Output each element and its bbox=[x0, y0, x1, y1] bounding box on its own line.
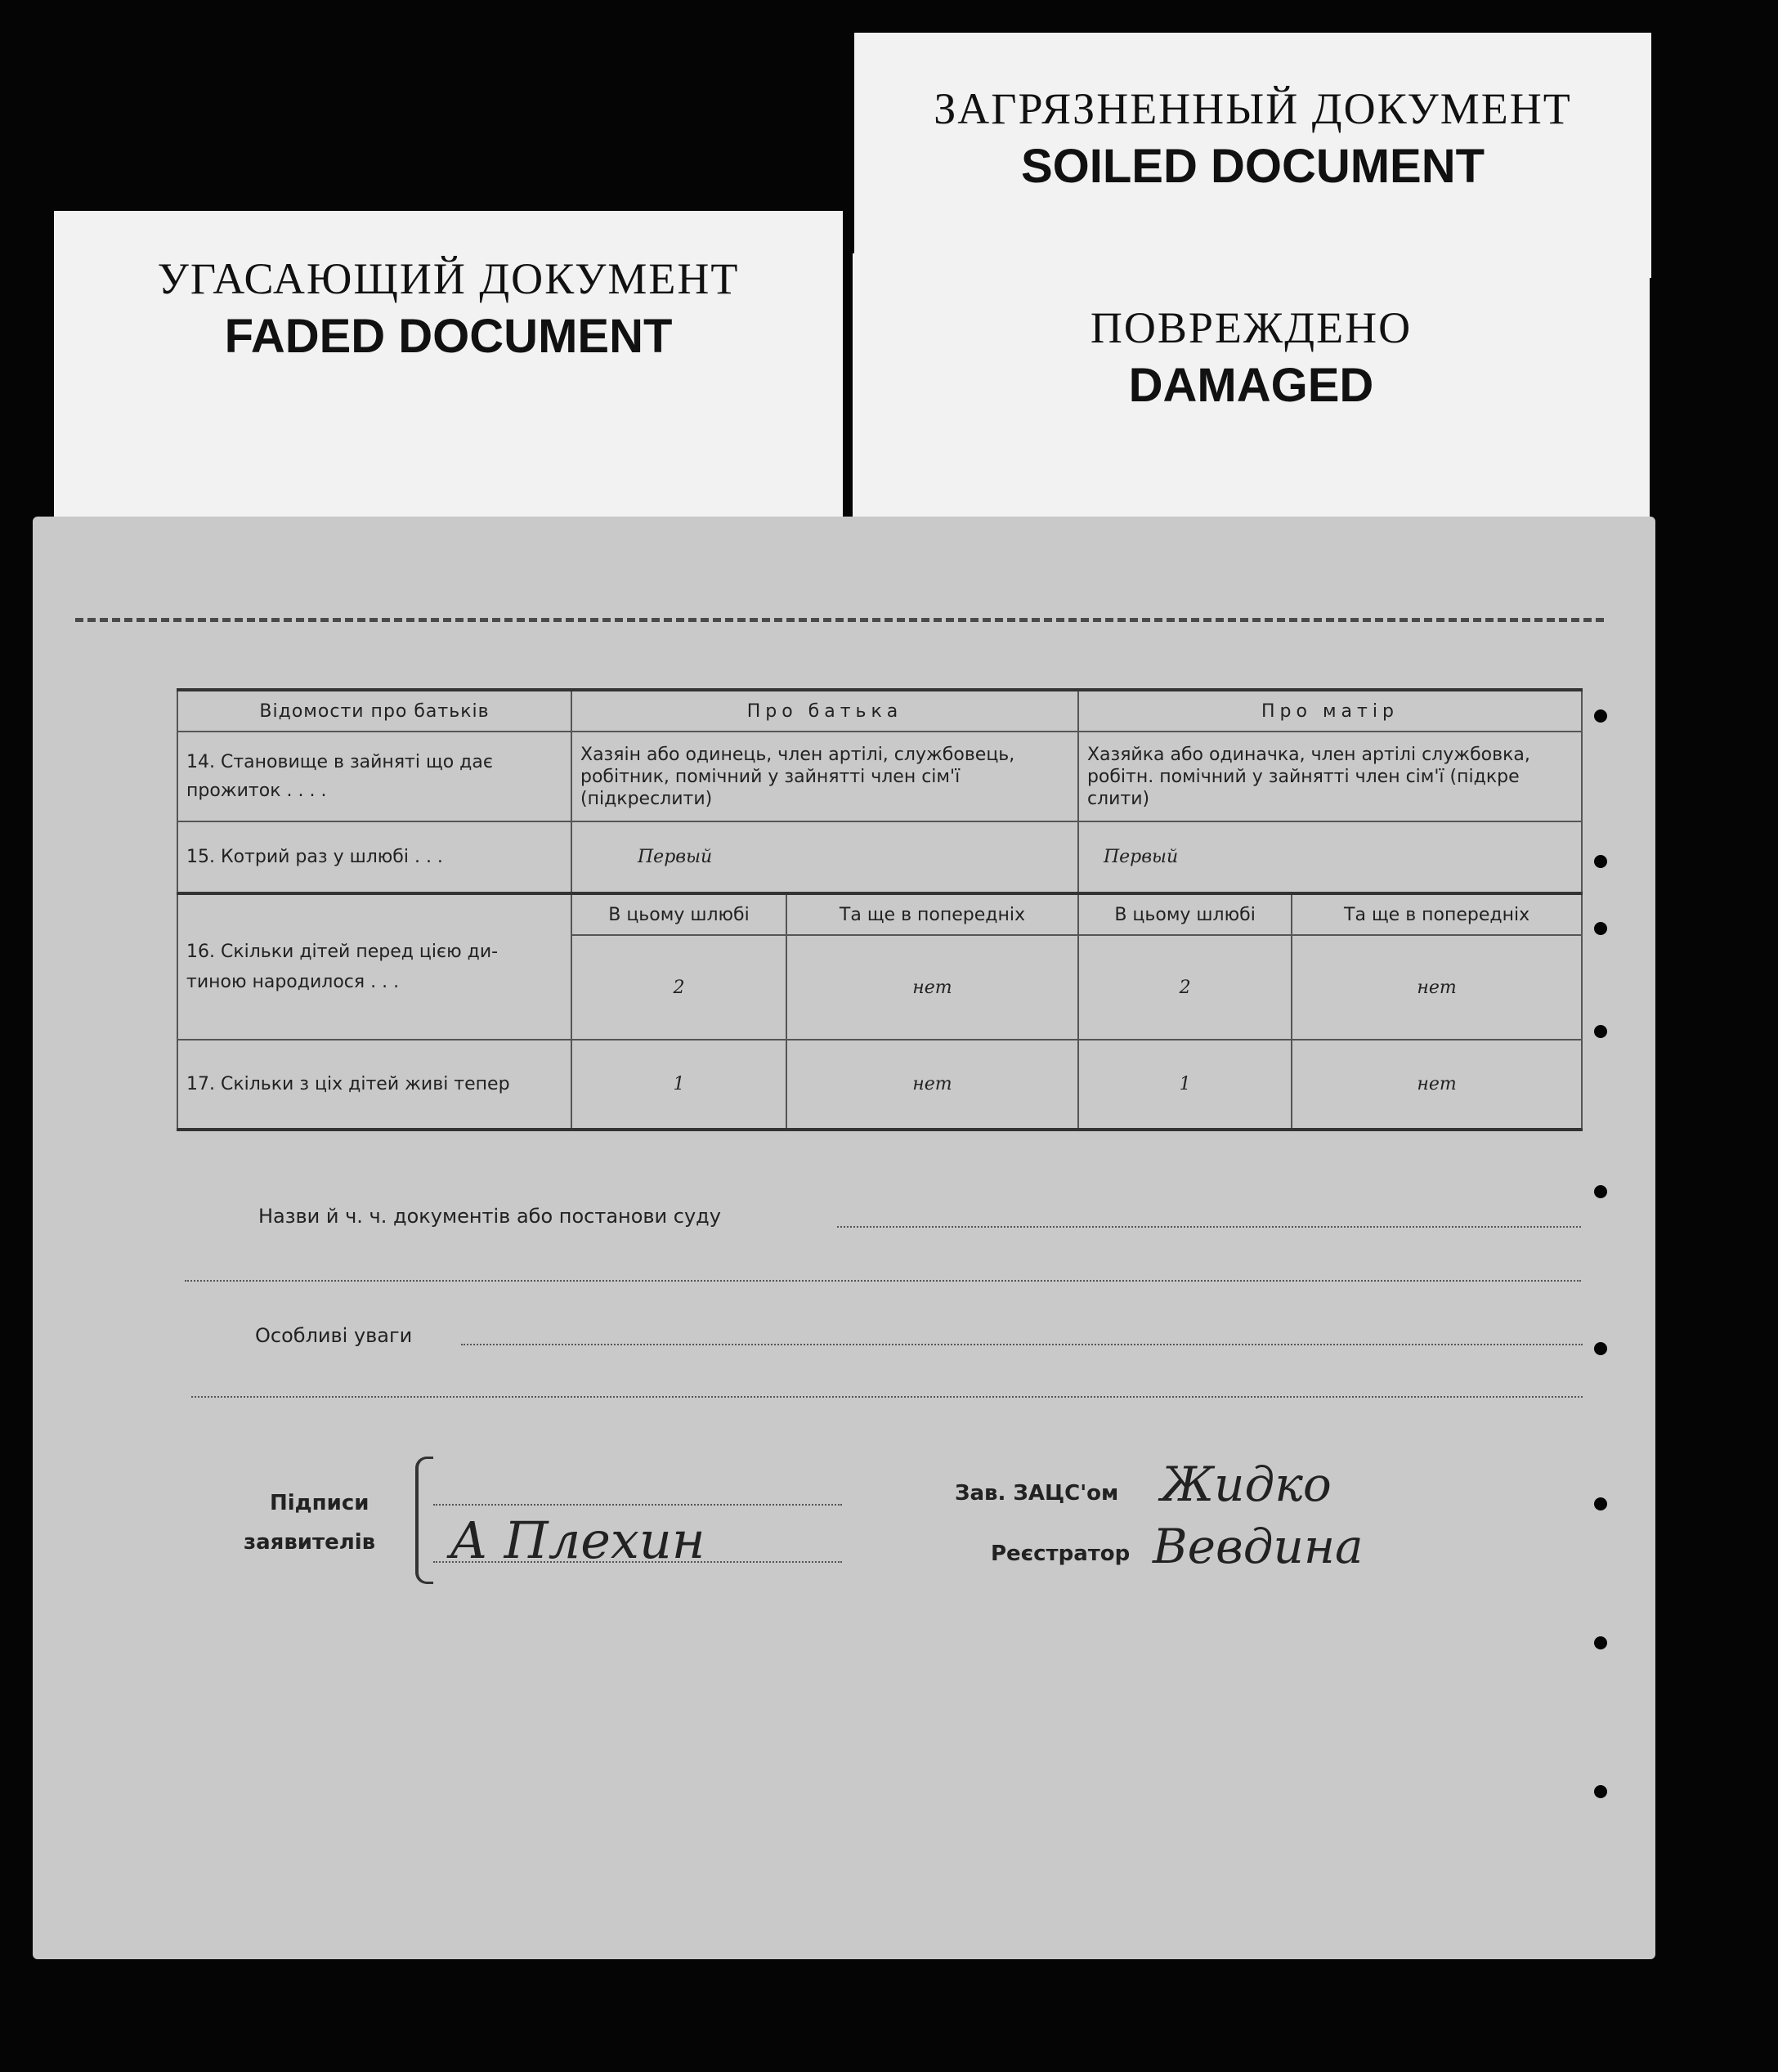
row17-mother-this: 1 bbox=[1078, 1040, 1292, 1130]
row14-label-line1: 14. Становище в зайняті що дає bbox=[186, 752, 493, 772]
binding-hole bbox=[1594, 709, 1607, 723]
children-subheader-row bbox=[177, 893, 1582, 935]
documents-line-2 bbox=[185, 1280, 1581, 1282]
faded-document-label bbox=[54, 211, 843, 521]
table-row-15 bbox=[177, 821, 1582, 893]
applicant-signature: А Плехин bbox=[450, 1510, 705, 1570]
signatures-label-line2: заявителів bbox=[244, 1530, 376, 1555]
faded-label-en: FADED DOCUMENT bbox=[224, 310, 673, 363]
row16-mother-prev: нет bbox=[1292, 935, 1582, 1040]
header-father: Про батька bbox=[571, 690, 1078, 732]
damaged-label-en: DAMAGED bbox=[1128, 359, 1374, 412]
row14-mother-occupation: Хазяйка або одиначка, член артілі службовка, робітн. помічний у зайнятті член сім'ї (підкре слити) bbox=[1078, 732, 1582, 821]
documents-label: Назви й ч. ч. документів або постанови суду bbox=[258, 1205, 721, 1228]
row16-label bbox=[177, 893, 571, 1040]
binding-hole bbox=[1594, 1185, 1607, 1198]
record-sheet bbox=[33, 517, 1655, 1959]
soiled-label-ru: ЗАГРЯЗНЕННЫЙ ДОКУМЕНТ bbox=[934, 84, 1572, 133]
row15-mother-value: Первый bbox=[1078, 821, 1582, 893]
binding-hole bbox=[1594, 1025, 1607, 1038]
father-previous-header: Та ще в попередніх bbox=[786, 893, 1078, 935]
header-parents-info: Відомости про батьків bbox=[177, 690, 571, 732]
mother-previous-header: Та ще в попередніх bbox=[1292, 893, 1582, 935]
table-header-row bbox=[177, 690, 1582, 732]
row16-label-line1: 16. Скільки дітей перед цією ди- bbox=[186, 942, 499, 962]
binding-hole bbox=[1594, 1497, 1607, 1510]
row16-label-line2: тиною народилося . . . bbox=[186, 972, 400, 992]
remarks-label: Особливі уваги bbox=[255, 1324, 413, 1347]
row14-label bbox=[177, 732, 571, 821]
row17-mother-prev: нет bbox=[1292, 1040, 1582, 1130]
faded-label-ru: УГАСАЮЩИЙ ДОКУМЕНТ bbox=[157, 254, 740, 303]
row16-mother-this: 2 bbox=[1078, 935, 1292, 1040]
remarks-line-2 bbox=[191, 1396, 1583, 1398]
mother-this-marriage-header: В цьому шлюбі bbox=[1078, 893, 1292, 935]
binding-hole bbox=[1594, 1342, 1607, 1355]
row17-label: 17. Скільки з ціх дітей живі тепер bbox=[177, 1040, 571, 1130]
row17-father-this: 1 bbox=[571, 1040, 786, 1130]
remarks-line-1 bbox=[461, 1344, 1583, 1345]
signatures-label-line1: Підписи bbox=[270, 1491, 369, 1515]
signature-line-1 bbox=[433, 1504, 842, 1506]
table-row-17 bbox=[177, 1040, 1582, 1130]
parents-info-table bbox=[177, 688, 1583, 1131]
soiled-label-en: SOILED DOCUMENT bbox=[1020, 140, 1485, 193]
table-row-14 bbox=[177, 732, 1582, 821]
row14-label-line2: прожиток . . . . bbox=[186, 781, 327, 801]
row16-father-this: 2 bbox=[571, 935, 786, 1040]
registrar-label: Реєстратор bbox=[991, 1542, 1131, 1566]
documents-line-1 bbox=[837, 1226, 1581, 1228]
row15-label: 15. Котрий раз у шлюбі . . . bbox=[177, 821, 571, 893]
perforation-line bbox=[75, 618, 1604, 622]
father-this-marriage-header: В цьому шлюбі bbox=[571, 893, 786, 935]
damaged-label-ru: ПОВРЕЖДЕНО bbox=[1090, 303, 1413, 352]
header-mother: Про матір bbox=[1078, 690, 1582, 732]
registrar-signature: Вевдина bbox=[1153, 1519, 1364, 1574]
binding-hole bbox=[1594, 855, 1607, 868]
row15-father-value: Первый bbox=[571, 821, 1078, 893]
head-label: Зав. ЗАЦС'ом bbox=[955, 1481, 1119, 1506]
signatures-bracket bbox=[415, 1457, 433, 1584]
soiled-document-label bbox=[854, 33, 1651, 278]
damaged-document-label bbox=[853, 253, 1650, 523]
row16-father-prev: нет bbox=[786, 935, 1078, 1040]
binding-hole bbox=[1594, 922, 1607, 935]
row17-father-prev: нет bbox=[786, 1040, 1078, 1130]
binding-hole bbox=[1594, 1636, 1607, 1649]
head-signature: Жидко bbox=[1161, 1457, 1332, 1512]
row14-father-occupation: Хазяін або одинець, член артілі, службовець, робітник, помічний у зайнятті член сім'ї (підкреслити) bbox=[571, 732, 1078, 821]
binding-hole bbox=[1594, 1785, 1607, 1798]
